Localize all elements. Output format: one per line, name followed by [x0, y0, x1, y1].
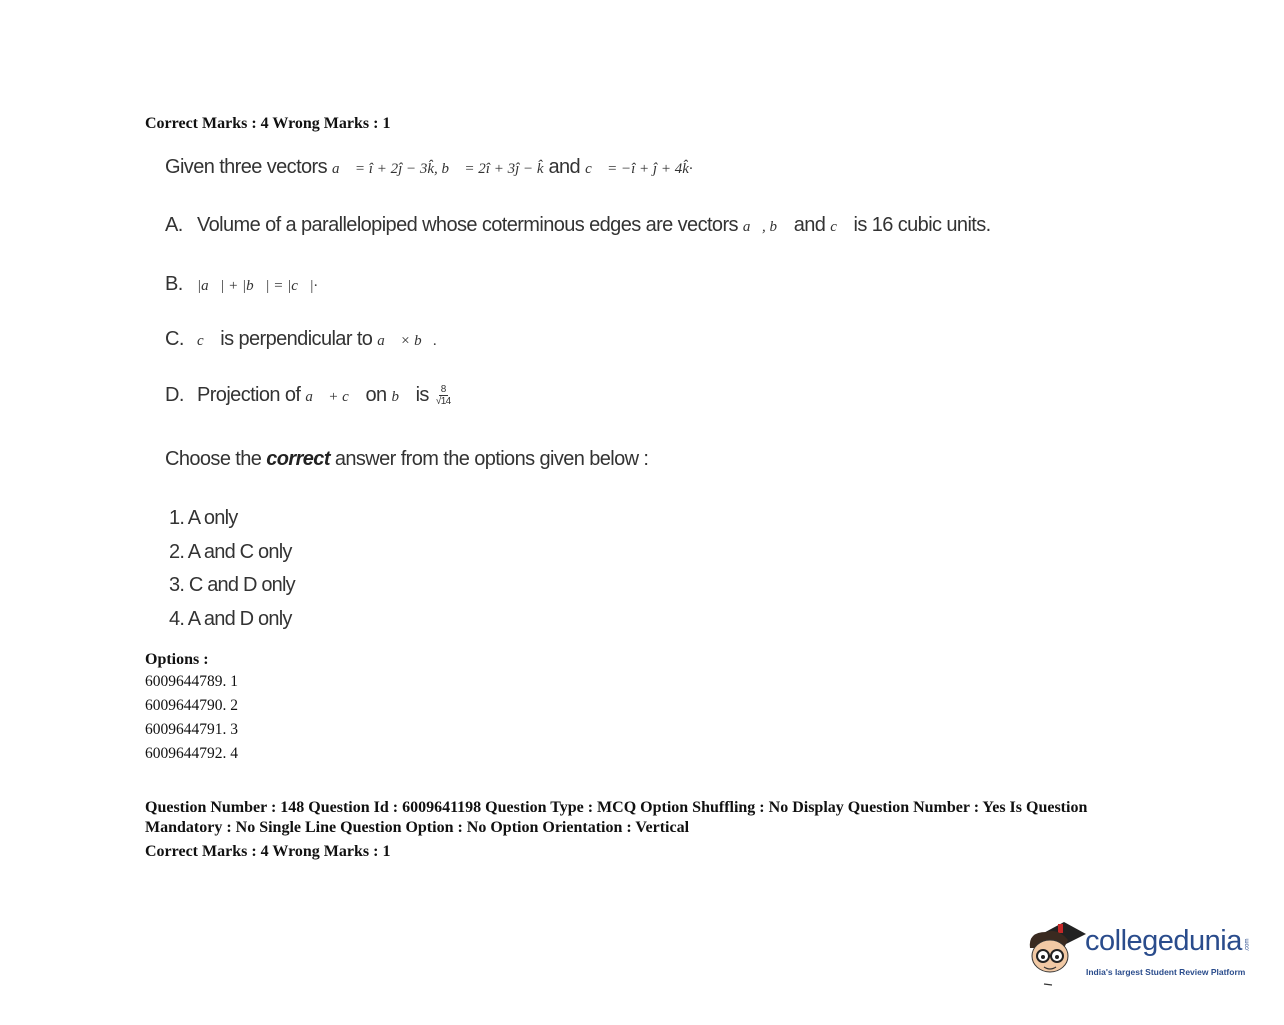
statement-d-fraction	[436, 384, 451, 407]
statement-c	[165, 328, 437, 351]
statement-d-label: D.	[165, 384, 184, 406]
statement-c-text: is perpendicular to	[220, 328, 373, 350]
correct-wrong-marks-bottom: Correct Marks : 4 Wrong Marks : 1	[145, 843, 391, 860]
statement-a-math-2: c⃗	[830, 219, 849, 235]
fraction-denominator: √14	[435, 396, 451, 408]
statement-a-text: Volume of a parallelopiped whose coterminous edges are vectors	[197, 214, 738, 236]
statement-a-label: A.	[165, 214, 183, 236]
statement-d-is: is	[415, 384, 429, 406]
question-info: Question Number : 148 Question Id : 6009641198 Question Type : MCQ Option Shuffling : No Display Question Number : Yes Is Question Mandatory : No Single Line Question Option : No Option Orientation : Vertical	[145, 799, 1088, 836]
statement-a	[165, 214, 991, 237]
option-item: 6009644789. 1	[145, 673, 238, 690]
correct-wrong-marks: Correct Marks : 4 Wrong Marks : 1	[145, 115, 391, 132]
answer-choices	[169, 502, 295, 636]
choose-instruction	[165, 448, 648, 471]
statement-b-math: |a⃗| + |b⃗| = |c⃗|·	[197, 278, 318, 294]
statement-a-math: a⃗, b⃗	[742, 219, 789, 235]
statement-b	[165, 273, 317, 296]
statement-a-tail: is 16 cubic units.	[853, 214, 991, 236]
statement-c-math: c⃗	[197, 333, 216, 349]
option-item: 6009644792. 4	[145, 745, 238, 762]
statement-d-on: on	[365, 384, 387, 406]
option-item: 6009644791. 3	[145, 721, 238, 738]
statement-c-label: C.	[165, 328, 184, 350]
question-stem	[165, 156, 693, 179]
logo-name: collegedunia	[1085, 925, 1242, 957]
choose-post: answer from the options given below :	[334, 448, 649, 470]
statement-d-text: Projection of	[197, 384, 301, 406]
logo-dotcom: .com	[1244, 938, 1251, 952]
stem-prefix: Given three vectors	[165, 156, 328, 178]
stem-and: and	[548, 156, 581, 178]
option-item: 6009644790. 2	[145, 697, 238, 714]
choose-bold: correct	[266, 448, 330, 470]
stem-math-2: c⃗ = −î + ĵ + 4k̂·	[585, 161, 693, 177]
stem-math: a⃗ = î + 2ĵ − 3k̂, b⃗ = 2î + 3ĵ − k̂	[331, 161, 544, 177]
statement-a-and: and	[793, 214, 826, 236]
statement-d	[165, 384, 451, 407]
answer-choice: 4. A and D only	[169, 607, 292, 630]
answer-choice: 2. A and C only	[169, 540, 292, 563]
statement-d-math-2: b⃗	[391, 389, 411, 405]
answer-choice: 3. C and D only	[169, 574, 295, 596]
statement-c-math-2: a⃗ × b⃗.	[377, 333, 438, 349]
choose-pre: Choose the	[165, 448, 262, 470]
statement-b-label: B.	[165, 273, 183, 295]
options-heading: Options :	[145, 651, 209, 668]
fraction-numerator: 8	[440, 384, 446, 396]
statement-d-math: a⃗ + c⃗	[305, 389, 361, 405]
logo-tagline: India's largest Student Review Platform	[1086, 967, 1246, 977]
option-list	[145, 670, 238, 766]
answer-choice: 1. A only	[169, 507, 238, 529]
